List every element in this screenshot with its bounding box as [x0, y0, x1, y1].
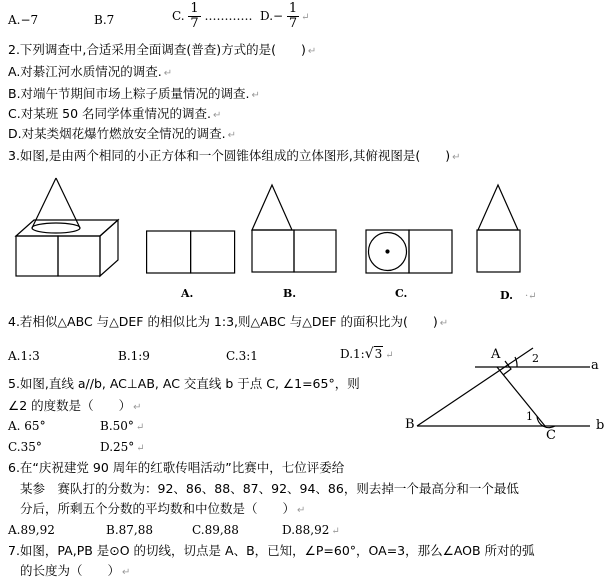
- q1-option-a: A.−7: [8, 13, 39, 27]
- return-mark-icon: ↵: [133, 402, 142, 413]
- return-mark-icon: ↵: [307, 46, 317, 57]
- return-mark-icon: ↵: [301, 12, 310, 23]
- q7-stem-line1: 7.如图，PA,PB 是⊙O 的切线，切点是 A、B，已知，∠P=60°，OA=3，那么∠AOB 所对的弧: [8, 543, 535, 558]
- q7-stem-line2: 的长度为（ ） ↵: [20, 563, 131, 578]
- q6-option-d: D.88,92 ↵: [282, 523, 340, 537]
- q6-stem-line1: 6.在“庆祝建党 90 周年的红歌传唱活动”比赛中，七位评委给: [8, 460, 345, 475]
- return-mark-icon: ↵: [297, 505, 306, 516]
- q4-option-c: C.3:1: [226, 349, 258, 363]
- q2-option-d: D.对某类烟花爆竹燃放安全情况的调查. ↵: [8, 126, 236, 141]
- return-mark-icon: ↵: [213, 110, 222, 121]
- return-mark-icon: ↵: [227, 130, 236, 141]
- fraction-numerator: 1: [288, 1, 298, 16]
- q5-point-c-label: C: [546, 428, 556, 443]
- q2-option-b: B.对端午节期间市场上粽子质量情况的调查. ↵: [8, 86, 260, 101]
- q5-line-b-label: b: [596, 418, 605, 433]
- q2-option-a: A.对綦江河水质情况的调查. ↵: [8, 64, 173, 79]
- q1-dots: …………: [204, 9, 253, 23]
- q5-option-a: A. 65°: [8, 419, 46, 433]
- q3-option-b-figure: [250, 184, 338, 274]
- q1-option-c: [172, 2, 253, 31]
- q1-option-c-prefix: C.: [172, 9, 185, 23]
- q2-stem: 2.下列调查中,合适采用全面调查(普查)方式的是( ) ↵: [8, 42, 317, 57]
- return-mark-icon: ↵: [439, 318, 449, 329]
- return-mark-icon: ↵: [452, 152, 461, 163]
- fraction-denominator: 7: [288, 16, 298, 31]
- q4-option-d: D.1:√3 ↵: [340, 346, 394, 362]
- q1-option-c-fraction: [188, 2, 200, 31]
- q3-option-d-figure: [476, 184, 522, 274]
- q5-option-c: C.35°: [8, 440, 42, 454]
- q3-solid-figure: [14, 172, 139, 282]
- q6-option-b: B.87,88: [106, 523, 153, 537]
- q3-label-c: C.: [395, 287, 408, 300]
- q5-geometry-figure: [405, 340, 605, 450]
- return-mark-icon: ↵: [251, 90, 260, 101]
- q5-point-b-label: B: [405, 417, 415, 432]
- q6-stem-line3: 分后，所剩五个分数的平均数和中位数是（ ） ↵: [20, 501, 306, 516]
- q5-point-a-label: A: [491, 347, 501, 362]
- q5-angle-2-label: 2: [532, 352, 539, 365]
- q4-stem: 4.若相似△ABC 与△DEF 的相似比为 1:3,则△ABC 与△DEF 的面积比为( ) ↵: [8, 314, 449, 329]
- q1-option-d-prefix: D.−: [260, 9, 284, 23]
- fraction-denominator: 7: [190, 16, 199, 31]
- q1-option-d-fraction: [287, 2, 299, 31]
- q4-option-a: A.1:3: [8, 349, 40, 363]
- q5-line-a-label: a: [591, 358, 599, 373]
- q1-option-d: [260, 2, 310, 31]
- q5-option-b: B.50° ↵: [100, 419, 145, 433]
- q5-stem-line1: 5.如图,直线 a//b, AC⊥AB, AC 交直线 b 于点 C, ∠1=65°，则: [8, 376, 360, 391]
- return-mark-icon: ↵: [122, 567, 131, 578]
- q3-label-b: B.: [283, 287, 297, 300]
- q3-option-c-figure: [365, 229, 455, 275]
- q5-angle-1-label: 1: [526, 410, 533, 423]
- q2-option-c: C.对某班 50 名同学体重情况的调查. ↵: [8, 106, 222, 121]
- q6-option-c: C.89,88: [192, 523, 239, 537]
- q6-option-a: A.89,92: [8, 523, 55, 537]
- q5-stem-line2: ∠2 的度数是（ ） ↵: [8, 398, 142, 413]
- q3-stem: 3.如图,是由两个相同的小正方体和一个圆锥体组成的立体图形,其俯视图是( ) ↵: [8, 148, 461, 163]
- q1-option-b: B.7: [94, 13, 115, 27]
- fraction-numerator: 1: [190, 1, 199, 16]
- sqrt-icon: √: [364, 346, 374, 362]
- q3-label-a: A.: [181, 287, 194, 300]
- q4-option-b: B.1:9: [118, 349, 150, 363]
- q6-stem-line2: 某参 赛队打的分数为：92、86、88、87、92、94、86，则去掉一个最高分和一个最低: [20, 481, 519, 496]
- q5-option-d: D.25° ↵: [100, 440, 145, 454]
- q3-option-a-figure: [146, 230, 236, 274]
- return-mark-icon: ↵: [163, 68, 173, 79]
- q3-label-d: D. ·↵: [500, 289, 537, 302]
